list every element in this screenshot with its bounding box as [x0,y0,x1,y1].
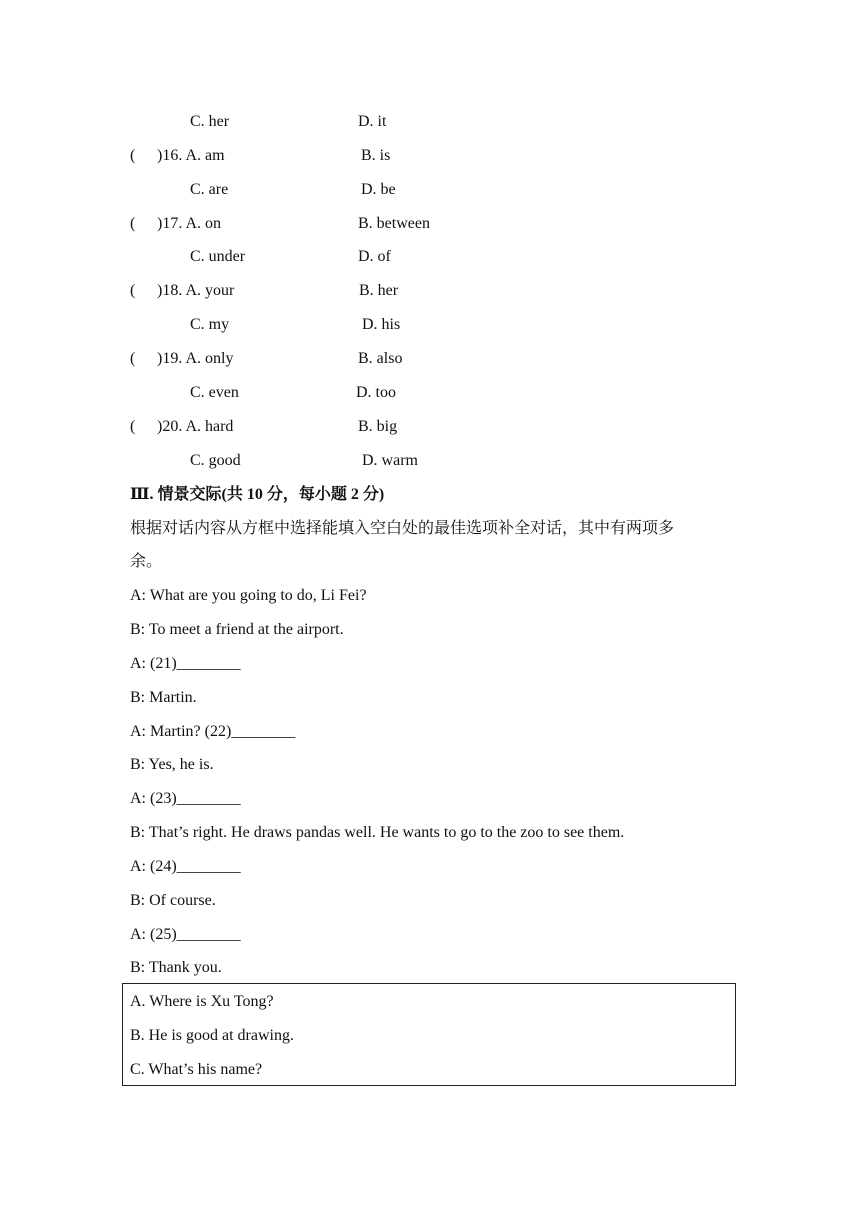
question-18-option-d: D. his [362,316,401,333]
question-17-option-b: B. between [358,215,430,232]
option-b: B. He is good at drawing. [130,1027,294,1044]
question-19-option-a: )19. A. only [157,350,234,367]
dialogue-line: B: Martin. [130,689,197,706]
dialogue-line-blank-25: A: (25)________ [130,926,241,943]
question-20-option-b: B. big [358,418,398,435]
option-a: A. Where is Xu Tong? [130,993,274,1010]
question-16-option-c: C. are [190,181,229,198]
section-instruction-line-2: 余。 [130,553,163,570]
dialogue-line-blank-23: A: (23)________ [130,790,241,807]
section-instruction-line-1: 根据对话内容从方框中选择能填入空白处的最佳选项补全对话，其中有两项多 [130,520,675,537]
question-16-option-d: D. be [361,181,396,198]
question-18-option-b: B. her [359,282,399,299]
question-20-option-c: C. good [190,452,241,469]
answer-paren: ( [130,282,136,299]
question-16-option-a: )16. A. am [157,147,225,164]
question-20-option-d: D. warm [362,452,418,469]
question-18-option-c: C. my [190,316,230,333]
question-19-option-b: B. also [358,350,403,367]
dialogue-line: A: What are you going to do, Li Fei? [130,587,367,604]
question-17-option-c: C. under [190,248,246,265]
answer-paren: ( [130,215,136,232]
dialogue-line: B: Thank you. [130,959,222,976]
dialogue-line-blank-21: A: (21)________ [130,655,241,672]
question-16-option-b: B. is [361,147,391,164]
dialogue-line: B: Of course. [130,892,216,909]
option-15-d: D. it [358,113,387,130]
question-18-option-a: )18. A. your [157,282,235,299]
dialogue-line: B: Yes, he is. [130,756,214,773]
question-19-option-c: C. even [190,384,239,401]
answer-paren: ( [130,350,136,367]
option-15-c: C. her [190,113,230,130]
question-17-option-a: )17. A. on [157,215,221,232]
options-box [122,983,736,1086]
option-c: C. What’s his name? [130,1061,263,1078]
question-19-option-d: D. too [356,384,396,401]
section-heading: Ⅲ. 情景交际(共 10 分，每小题 2 分) [130,486,385,503]
dialogue-line-blank-22: A: Martin? (22)________ [130,723,296,740]
dialogue-line: B: That’s right. He draws pandas well. He wants to go to the zoo to see them. [130,824,625,841]
dialogue-line-blank-24: A: (24)________ [130,858,241,875]
question-20-option-a: )20. A. hard [157,418,234,435]
question-17-option-d: D. of [358,248,391,265]
dialogue-line: B: To meet a friend at the airport. [130,621,344,638]
answer-paren: ( [130,147,136,164]
answer-paren: ( [130,418,136,435]
